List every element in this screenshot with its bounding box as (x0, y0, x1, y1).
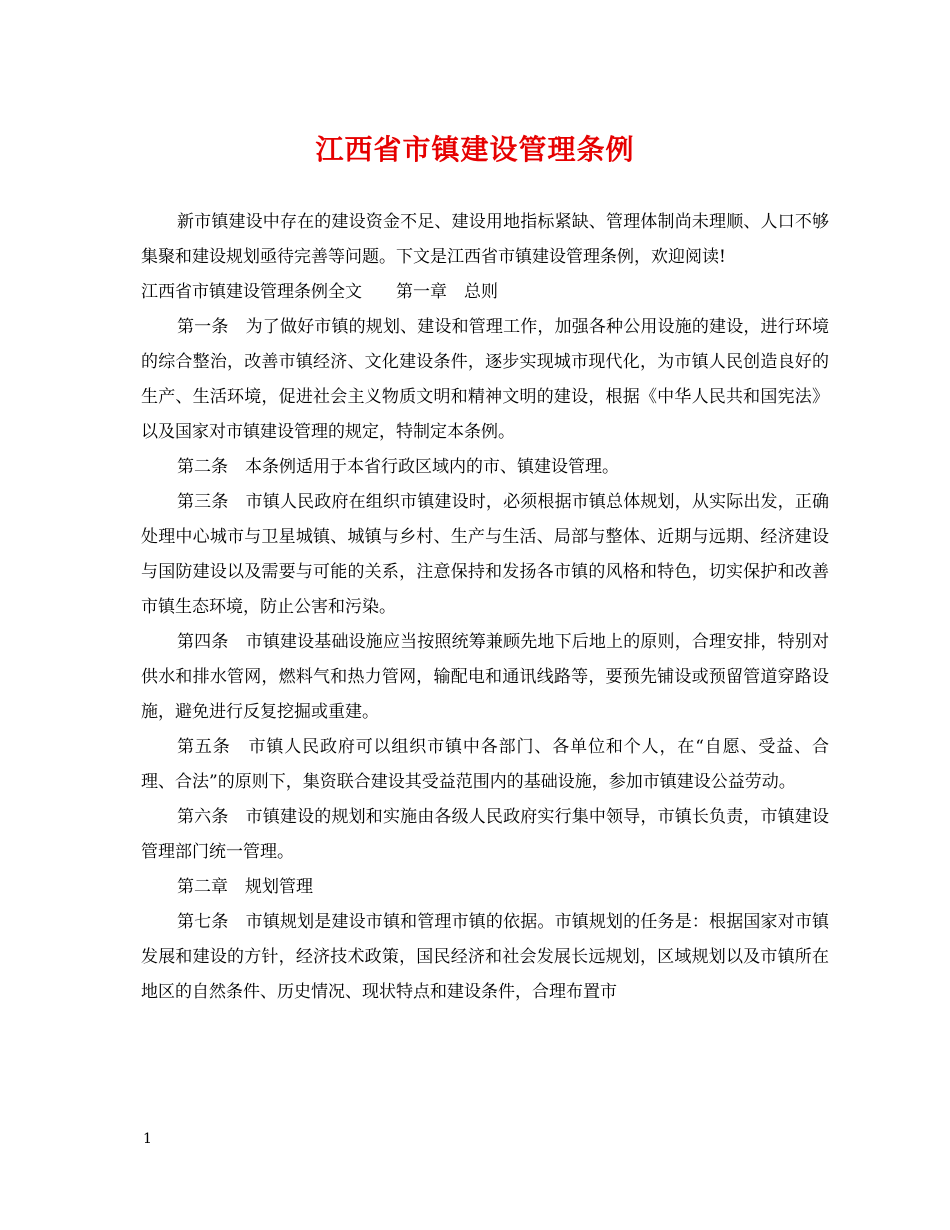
article-5: 第五条 市镇人民政府可以组织市镇中各部门、各单位和个人，在“自愿、受益、合理、合法”的原则下，集资联合建设其受益范围内的基础设施，参加市镇建设公益劳动。 (141, 737, 829, 792)
article-3: 第三条 市镇人民政府在组织市镇建设时，必须根据市镇总体规划，从实际出发，正确处理中心城市与卫星城镇、城镇与乡村、生产与生活、局部与整体、近期与远期、经济建设与国防建设以及需要与可能的关系，注意保持和发扬各市镇的风格和特色，切实保护和改善市镇生态环境，防止公害和污染。 (141, 492, 829, 617)
chapter-2-heading: 第二章 规划管理 (177, 877, 313, 897)
article-1: 第一条 为了做好市镇的规划、建设和管理工作，加强各种公用设施的建设，进行环境的综合整治，改善市镇经济、文化建设条件，逐步实现城市现代化，为市镇人民创造良好的生产、生活环境，促进社会主义物质文明和精神文明的建设，根据《中华人民共和国宪法》以及国家对市镇建设管理的规定，特制定本条例。 (141, 317, 829, 442)
document-title: 江西省市镇建设管理条例 (315, 133, 635, 166)
fulltext-heading: 江西省市镇建设管理条例全文 第一章 总则 (141, 282, 498, 302)
article-6: 第六条 市镇建设的规划和实施由各级人民政府实行集中领导，市镇长负责，市镇建设管理部门统一管理。 (141, 807, 829, 862)
article-4: 第四条 市镇建设基础设施应当按照统筹兼顾先地下后地上的原则，合理安排，特别对供水和排水管网，燃料气和热力管网，输配电和通讯线路等，要预先铺设或预留管道穿路设施，避免进行反复挖掘或重建。 (141, 632, 829, 722)
document-body (141, 205, 829, 1010)
article-7: 第七条 市镇规划是建设市镇和管理市镇的依据。市镇规划的任务是：根据国家对市镇发展和建设的方针，经济技术政策，国民经济和社会发展长远规划，区域规划以及市镇所在地区的自然条件、历史情况、现状特点和建设条件，合理布置市 (141, 912, 829, 1002)
article-2: 第二条 本条例适用于本省行政区域内的市、镇建设管理。 (177, 457, 619, 477)
intro-paragraph: 新市镇建设中存在的建设资金不足、建设用地指标紧缺、管理体制尚未理顺、人口不够集聚和建设规划亟待完善等问题。下文是江西省市镇建设管理条例，欢迎阅读! (141, 212, 829, 267)
page-number: 1 (143, 1131, 152, 1147)
